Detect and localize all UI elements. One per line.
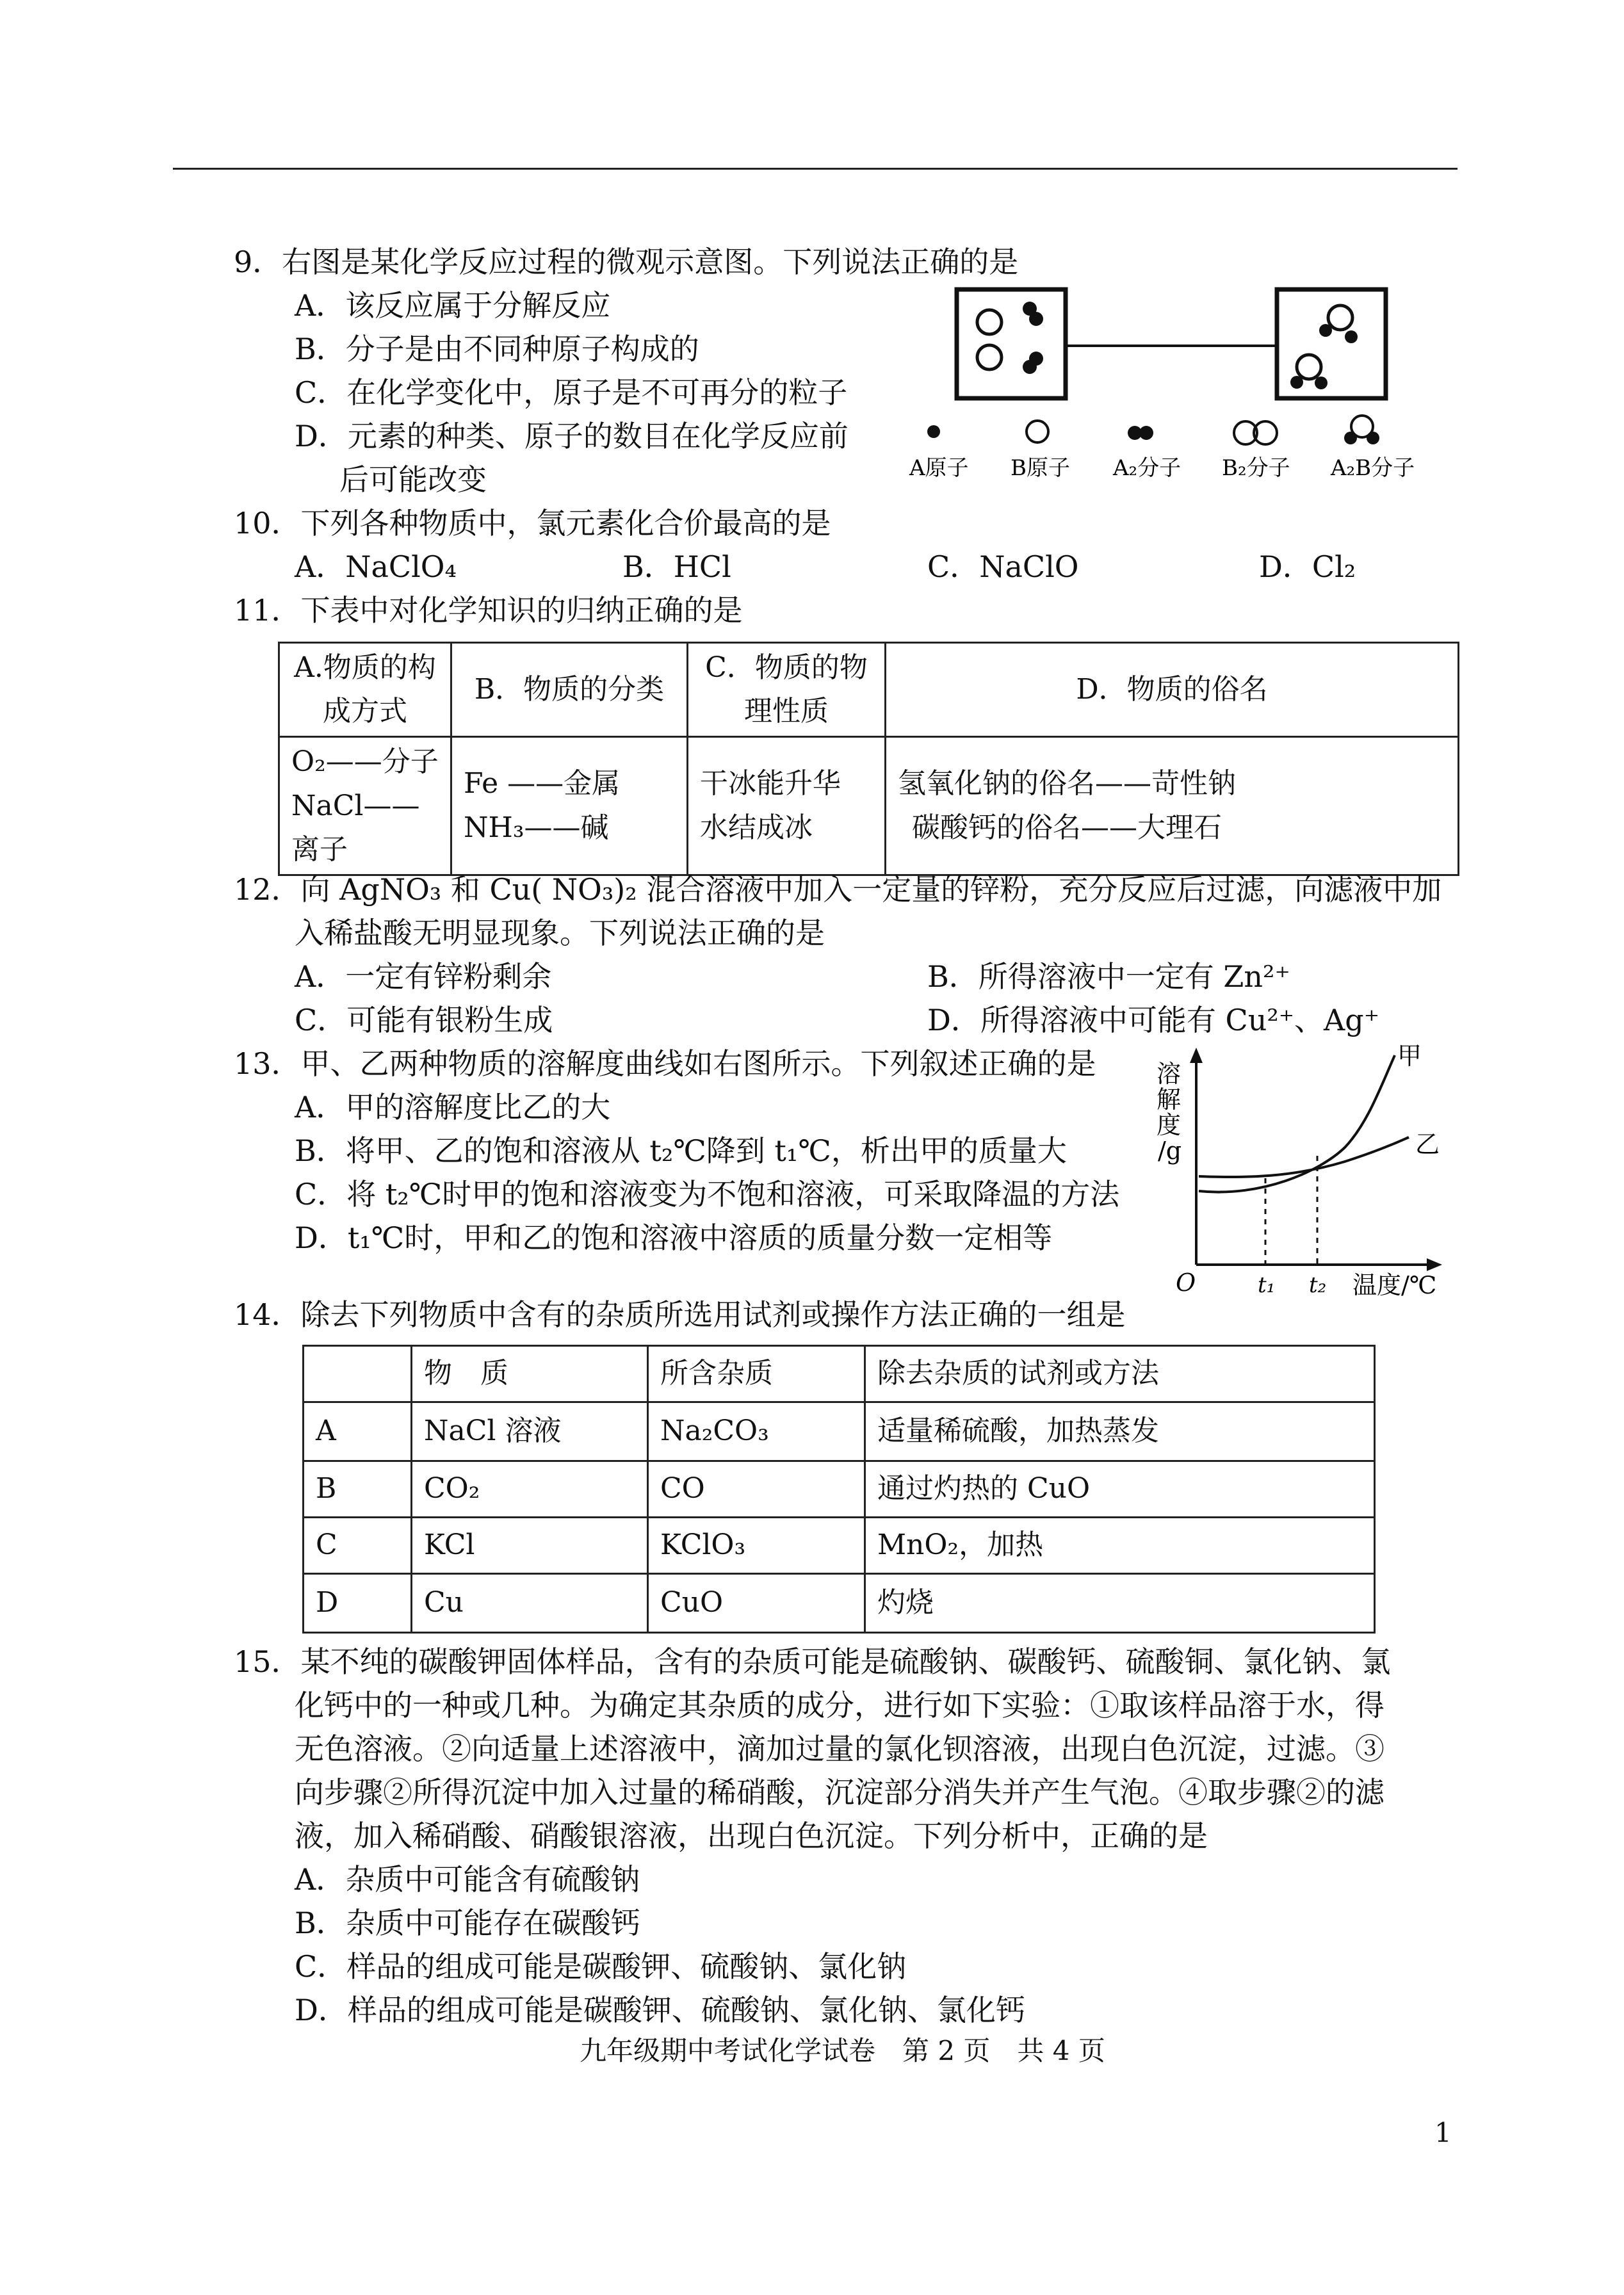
header-rule bbox=[173, 168, 1458, 170]
page-footer: 九年级期中考试化学试卷 第 2 页 共 4 页 bbox=[580, 2035, 1105, 2066]
q13-solubility-graph bbox=[1153, 1044, 1473, 1300]
q10-option-a: A．NaClO₄ bbox=[295, 549, 457, 584]
q13-option-d: D．t₁℃时，甲和乙的饱和溶液中溶质的质量分数一定相等 bbox=[295, 1220, 1053, 1255]
q12-stem-line2: 入稀盐酸无明显现象。下列说法正确的是 bbox=[295, 916, 825, 950]
q10-option-d: D．Cl₂ bbox=[1259, 549, 1356, 584]
q9-option-d: D．元素的种类、原子的数目在化学反应前 bbox=[295, 419, 849, 453]
q12-option-c: C．可能有银粉生成 bbox=[295, 1003, 553, 1037]
q14-table bbox=[302, 1345, 1376, 1634]
q9-option-d-cont: 后可能改变 bbox=[339, 462, 487, 497]
q14-stem: 14．除去下列物质中含有的杂质所选用试剂或操作方法正确的一组是 bbox=[234, 1297, 1126, 1332]
t2-label: t₂ bbox=[1309, 1272, 1327, 1298]
q11-c-line2: 水结成冰 bbox=[700, 811, 813, 844]
legend-b2-molecule: B₂分子 bbox=[1222, 455, 1290, 481]
q13-option-a: A．甲的溶解度比乙的大 bbox=[295, 1090, 611, 1124]
q11-header-a: A.物质的构成方式 bbox=[279, 643, 451, 737]
legend-a2-molecule: A₂分子 bbox=[1113, 455, 1181, 481]
q11-stem: 11．下表中对化学知识的归纳正确的是 bbox=[234, 593, 743, 628]
q9-option-c: C．在化学变化中，原子是不可再分的粒子 bbox=[295, 375, 848, 410]
q11-c-line1: 干冰能升华 bbox=[700, 767, 841, 800]
q11-a-line2: NaCl—— 离子 bbox=[291, 789, 420, 866]
q15-option-c: C．样品的组成可能是碳酸钾、硫酸钠、氯化钠 bbox=[295, 1949, 907, 1984]
table-row: C KCl KClO₃ MnO₂，加热 bbox=[304, 1518, 1375, 1574]
q11-d-line2: 碳酸钙的俗名——大理石 bbox=[912, 811, 1222, 844]
legend-a-atom: A原子 bbox=[909, 455, 969, 481]
q11-b-line1: Fe ——金属 bbox=[464, 767, 621, 800]
table-row: A NaCl 溶液 Na₂CO₃ 适量稀硫酸，加热蒸发 bbox=[304, 1402, 1375, 1461]
q12-stem-line1: 12．向 AgNO₃ 和 Cu( NO₃)₂ 混合溶液中加入一定量的锌粉，充分反应后过滤，向滤液中加 bbox=[234, 872, 1442, 907]
q11-a-line1: O₂——分子 bbox=[291, 745, 439, 779]
q9-stem: 9．右图是某化学反应过程的微观示意图。下列说法正确的是 bbox=[234, 245, 1019, 279]
page-number: 1 bbox=[1434, 2117, 1452, 2148]
q12-option-a: A．一定有锌粉剩余 bbox=[295, 959, 552, 994]
q15-stem-line2: 化钙中的一种或几种。为确定其杂质的成分，进行如下实验：①取该样品溶于水，得 bbox=[295, 1688, 1384, 1723]
q14-header-substance: 物 质 bbox=[412, 1346, 648, 1402]
q10-option-c: C．NaClO bbox=[927, 549, 1079, 584]
q11-header-b: B．物质的分类 bbox=[451, 643, 688, 737]
q10-option-b: B．HCl bbox=[622, 549, 731, 584]
q13-option-b: B．将甲、乙的饱和溶液从 t₂℃降到 t₁℃，析出甲的质量大 bbox=[295, 1133, 1067, 1168]
q13-option-c: C．将 t₂℃时甲的饱和溶液变为不饱和溶液，可采取降温的方法 bbox=[295, 1177, 1120, 1212]
q15-stem-line3: 无色溶液。②向适量上述溶液中，滴加过量的氯化钡溶液，出现白色沉淀，过滤。③ bbox=[295, 1731, 1384, 1766]
q11-header-d: D．物质的俗名 bbox=[886, 643, 1459, 737]
q10-stem: 10．下列各种物质中，氯元素化合价最高的是 bbox=[234, 506, 831, 540]
q13-stem: 13．甲、乙两种物质的溶解度曲线如右图所示。下列叙述正确的是 bbox=[234, 1046, 1096, 1081]
svg-text:度: 度 bbox=[1157, 1111, 1181, 1139]
x-axis-label: 温度/℃ bbox=[1352, 1271, 1437, 1299]
q15-option-a: A．杂质中可能含有硫酸钠 bbox=[295, 1862, 640, 1897]
svg-text:溶: 溶 bbox=[1157, 1060, 1181, 1088]
q15-option-b: B．杂质中可能存在碳酸钙 bbox=[295, 1906, 640, 1940]
q11-b-line2: NH₃——碱 bbox=[464, 811, 609, 844]
table-row: D Cu CuO 灼烧 bbox=[304, 1574, 1375, 1633]
q11-table bbox=[278, 642, 1459, 876]
q9-reaction-diagram bbox=[903, 282, 1447, 487]
q11-header-c: C．物质的物理性质 bbox=[688, 643, 886, 737]
q9-option-b: B．分子是由不同种原子构成的 bbox=[295, 332, 699, 366]
table-row: B CO₂ CO 通过灼热的 CuO bbox=[304, 1461, 1375, 1518]
q15-stem-line5: 液，加入稀硝酸、硝酸银溶液，出现白色沉淀。下列分析中，正确的是 bbox=[295, 1819, 1208, 1853]
series-label-jia: 甲 bbox=[1397, 1044, 1422, 1070]
q12-option-d: D．所得溶液中可能有 Cu²⁺、Ag⁺ bbox=[927, 1003, 1379, 1037]
q15-option-d: D．样品的组成可能是碳酸钾、硫酸钠、氯化钠、氯化钙 bbox=[295, 1993, 1025, 2027]
series-label-yi: 乙 bbox=[1415, 1130, 1440, 1158]
curve-yi bbox=[1199, 1137, 1409, 1177]
q15-stem-line4: 向步骤②所得沉淀中加入过量的稀硝酸，沉淀部分消失并产生气泡。④取步骤②的滤 bbox=[295, 1775, 1384, 1810]
svg-text:解: 解 bbox=[1157, 1085, 1181, 1114]
svg-text:/g: /g bbox=[1158, 1137, 1182, 1165]
t1-label: t₁ bbox=[1258, 1272, 1276, 1298]
legend-b-atom: B原子 bbox=[1011, 455, 1070, 481]
q9-option-a: A．该反应属于分解反应 bbox=[295, 288, 611, 323]
q15-stem-line1: 15．某不纯的碳酸钾固体样品，含有的杂质可能是硫酸钠、碳酸钙、硫酸铜、氯化钠、氯 bbox=[234, 1644, 1391, 1679]
q14-header-impurity: 所含杂质 bbox=[648, 1346, 865, 1402]
q12-option-b: B．所得溶液中一定有 Zn²⁺ bbox=[927, 959, 1290, 994]
legend-a2b-molecule: A₂B分子 bbox=[1331, 455, 1415, 481]
q14-header-method: 除去杂质的试剂或方法 bbox=[865, 1346, 1375, 1402]
origin-label: O bbox=[1176, 1269, 1196, 1297]
q11-d-line1: 氢氧化钠的俗名——苛性钠 bbox=[898, 767, 1236, 800]
